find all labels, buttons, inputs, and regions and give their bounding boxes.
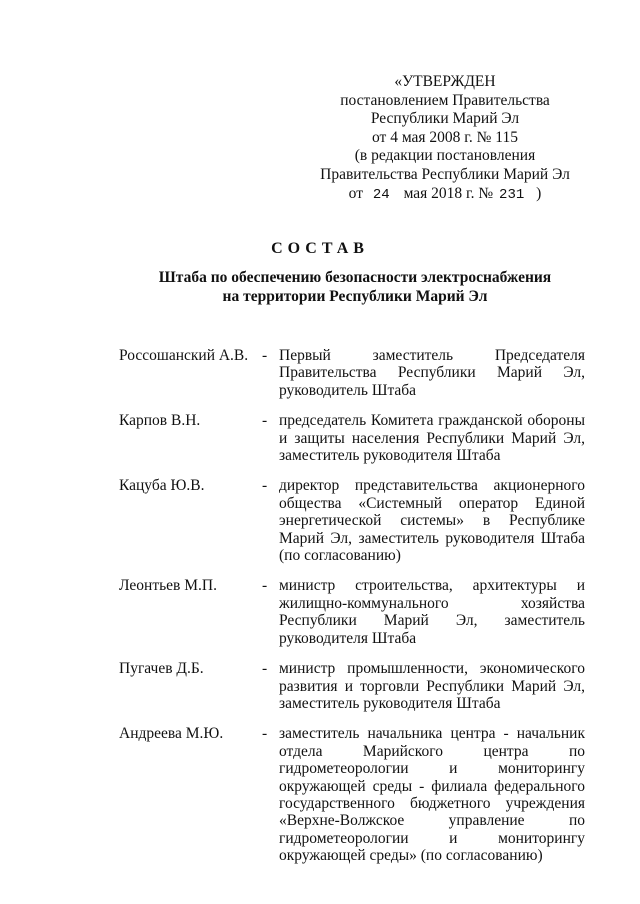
approval-line-date [300, 185, 590, 205]
member-name: Кацуба Ю.В. [119, 477, 205, 495]
member-name: Леонтьев М.П. [119, 577, 217, 595]
member-role: министр промышленности, экономического развития и торговли Республики Марий Эл, заместитель руководителя Штаба [279, 660, 585, 712]
approval-stamp [300, 73, 590, 204]
member-name: Россошанский А.В. [119, 347, 249, 364]
member-role: министр строительства, архитектуры и жилищно-коммунального хозяйства Республики Марий Эл, заместитель руководителя Штаба [279, 577, 585, 647]
member-row [119, 412, 585, 464]
member-name: Андреева М.Ю. [119, 725, 224, 743]
member-row [119, 577, 585, 647]
member-name: Карпов В.Н. [119, 412, 201, 430]
approval-line: Правительства Республики Марий Эл [320, 165, 570, 183]
member-role: заместитель начальника центра - начальник отдела Марийского центра по гидрометеорологии и мониторингу окружающей среды - филиала федерального государственного бюджетного учреждения «Верхне-Волжское управление по гидрометеорологии и мониторингу окружающей среды» (по согласованию) [279, 725, 585, 865]
member-role: Первый заместитель Председателя Правительства Республики Марий Эл, руководитель Штаба [279, 347, 585, 399]
approval-date-mid: мая 2018 г. № [403, 184, 494, 202]
member-role: председатель Комитета гражданской обороны и защиты населения Республики Марий Эл, заместитель руководителя Штаба [279, 412, 585, 465]
member-dash: - [262, 477, 268, 495]
member-role: директор представительства акционерного общества «Системный оператор Единой энергетической системы» в Республике Марий Эл, заместитель руководителя Штаба (по согласованию) [279, 477, 585, 565]
member-row [119, 477, 585, 564]
approval-line: Республики Марий Эл [370, 110, 520, 128]
member-dash: - [262, 725, 268, 743]
approval-date-prefix: от [348, 184, 363, 202]
approval-number: 231 [499, 186, 525, 203]
member-row [119, 725, 585, 864]
approval-date-day: 24 [372, 186, 390, 203]
approval-line: от 4 мая 2008 г. № 115 [372, 128, 518, 146]
document-subtitle [100, 268, 610, 306]
member-dash: - [262, 347, 268, 364]
subtitle-line: на территории Республики Марий Эл [222, 288, 488, 305]
member-dash: - [262, 577, 268, 595]
approval-line: «УТВЕРЖДЕН [394, 73, 496, 90]
member-row [119, 347, 585, 399]
document-title: СОСТАВ [271, 240, 369, 257]
approval-date-suffix: ) [536, 184, 542, 202]
member-dash: - [262, 412, 268, 430]
approval-line: постановлением Правительства [340, 91, 550, 109]
member-row [119, 660, 585, 712]
subtitle-line: Штаба по обеспечению безопасности электроснабжения [158, 269, 552, 286]
member-dash: - [262, 660, 268, 678]
members-list [119, 347, 585, 865]
member-name: Пугачев Д.Б. [119, 660, 204, 678]
approval-line: (в редакции постановления [354, 147, 536, 165]
